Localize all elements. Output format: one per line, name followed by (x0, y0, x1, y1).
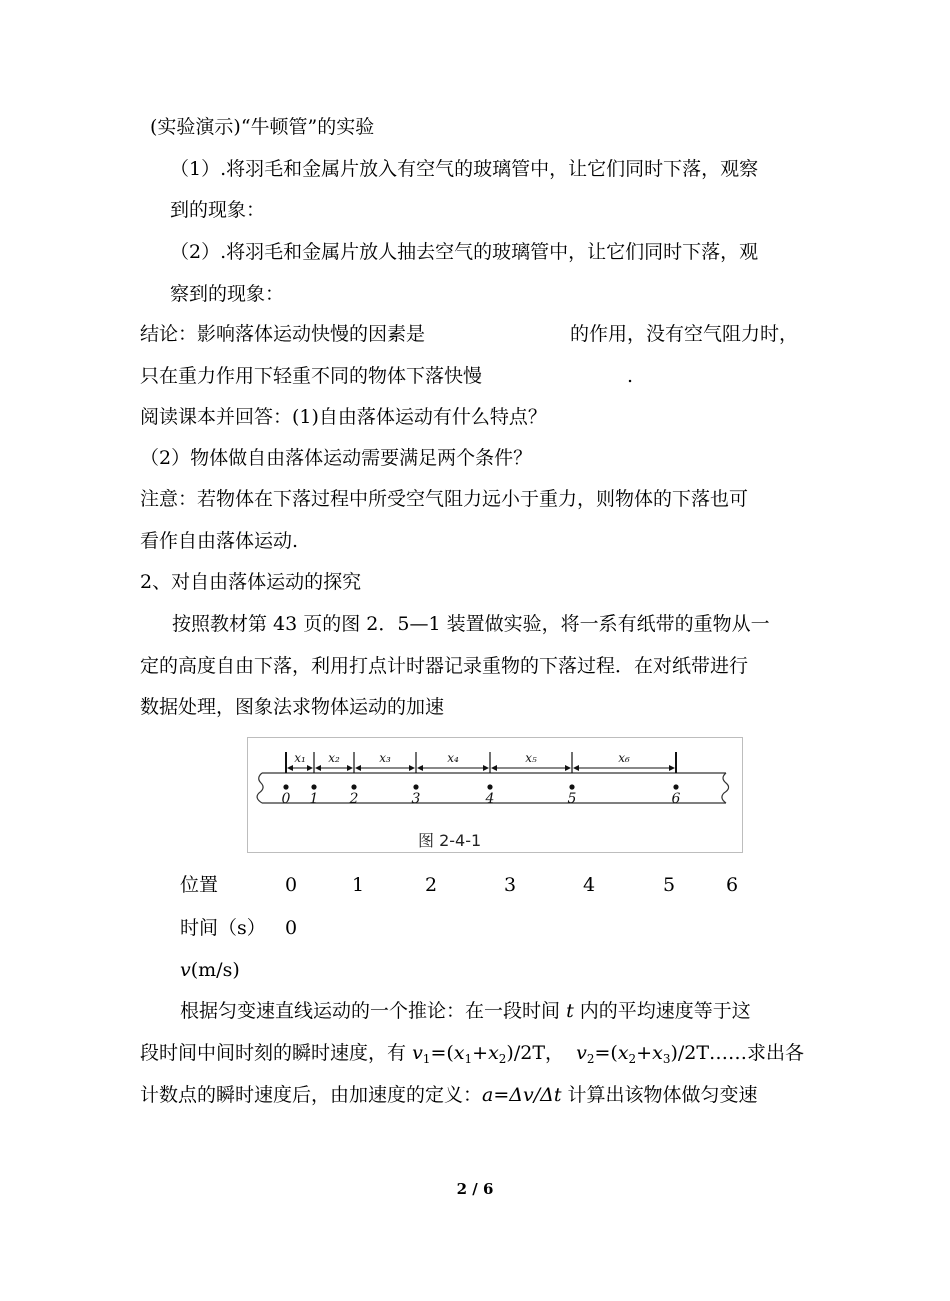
note-line-2 (140, 529, 298, 553)
segment-arrowhead-left-1 (287, 765, 293, 771)
segment-arrowhead-right-5 (565, 765, 571, 771)
tape-dot-4 (487, 784, 492, 789)
question-1: 阅读课本并回答：(1)自由落体运动有什么特点？ (140, 406, 547, 428)
conclusion-part-1: 结论：影响落体运动快慢的因素是 (140, 323, 426, 345)
segment-arrowhead-right-2 (347, 765, 353, 771)
tape-dot-2 (351, 784, 356, 789)
segment-arrowhead-left-3 (355, 765, 361, 771)
note-line-1: 注意：若物体在下落过程中所受空气阻力远小于重力，则物体的下落也可 (140, 488, 749, 510)
para-line-1: 根据匀变速直线运动的一个推论：在一段时间 t 内的平均速度等于这 (180, 1000, 751, 1022)
velocity-unit: (m/s) (190, 959, 240, 981)
tape-dot-6 (673, 784, 678, 789)
time-value-0: 0 (285, 917, 298, 939)
step-1-line-1: （1）.将羽毛和金属片放入有空气的玻璃管中，让它们同时下落，观察 (170, 158, 759, 180)
point-label-0: 0 (281, 791, 291, 807)
point-label-1: 1 (309, 791, 319, 807)
note-term: 落体运动 (216, 530, 293, 552)
position-value-1: 1 (352, 874, 365, 896)
segment-label-6: x₆ (618, 751, 630, 765)
row-position-label: 位置 (180, 874, 219, 896)
procedure-line-3: 数据处理，图象法求物体运动的加速 (140, 696, 445, 718)
segment-arrowhead-left-6 (573, 765, 579, 771)
step-1-line-2: 到的现象： (170, 199, 266, 221)
tape-dot-3 (413, 784, 418, 789)
procedure-line-1: 按照教材第 43 页的图 2．5—1 装置做实验，将一系有纸带的重物从一 (172, 613, 770, 635)
point-label-5: 5 (567, 791, 577, 807)
point-label-3: 3 (411, 791, 421, 807)
page-number: 2 / 6 (456, 1180, 494, 1198)
position-value-6: 6 (726, 874, 739, 896)
segment-label-5: x₅ (525, 751, 537, 765)
row-time-label: 时间（s） (180, 917, 266, 939)
segment-label-3: x₃ (379, 751, 391, 765)
figure-caption: 图 2-4-1 (418, 831, 482, 850)
tape-dot-0 (283, 784, 288, 789)
row-velocity-label (180, 958, 240, 982)
point-label-4: 4 (485, 791, 495, 807)
procedure-line-2: 定的高度自由下落，利用打点计时器记录重物的下落过程．在对纸带进行 (140, 655, 749, 677)
segment-label-4: x₄ (447, 751, 459, 765)
ticker-tape-figure (247, 737, 743, 853)
segment-arrowhead-left-4 (417, 765, 423, 771)
position-value-4: 4 (583, 874, 596, 896)
step-2-line-2: 察到的现象： (170, 283, 285, 305)
position-value-5: 5 (663, 874, 676, 896)
question-2: （2）物体做自由落体运动需要满足两个条件？ (140, 447, 533, 469)
para-line-2: 段时间中间时刻的瞬时速度，有 $v_1=(x_1+x_2)/2T$， $v_2=(x_2+x_3)/2T\dots\dots$求出各 (140, 1042, 805, 1066)
segment-arrowhead-right-6 (669, 765, 675, 771)
position-value-2: 2 (425, 874, 438, 896)
position-value-0: 0 (285, 874, 298, 896)
experiment-title: (实验演示)“牛顿管”的实验 (150, 116, 375, 138)
segment-label-2: x₂ (328, 751, 340, 765)
step-2-line-1: （2）.将羽毛和金属片放人抽去空气的玻璃管中，让它们同时下落，观 (170, 241, 759, 263)
velocity-symbol: v (180, 959, 191, 981)
note-period: . (292, 530, 299, 552)
para-line-3: 计数点的瞬时速度后，由加速度的定义：a=Δv/Δt 计算出该物体做匀变速 (140, 1084, 758, 1106)
segment-label-1: x₁ (294, 751, 306, 765)
segment-arrowhead-right-4 (483, 765, 489, 771)
position-value-3: 3 (504, 874, 517, 896)
tape-dot-1 (311, 784, 316, 789)
segment-arrowhead-right-1 (307, 765, 313, 771)
segment-arrowhead-left-5 (491, 765, 497, 771)
tape-left-end (257, 773, 263, 803)
note-text: 看作自由 (140, 530, 217, 552)
point-label-2: 2 (349, 791, 359, 807)
point-label-6: 6 (671, 791, 681, 807)
section-heading: 2、对自由落体运动的探究 (140, 571, 362, 593)
segment-arrowhead-right-3 (409, 765, 415, 771)
ticker-tape-diagram (248, 738, 742, 852)
conclusion-line-2: 只在重力作用下轻重不同的物体下落快慢 (140, 365, 483, 387)
conclusion-part-2: 的作用，没有空气阻力时， (570, 323, 799, 345)
tape-dot-5 (569, 784, 574, 789)
acceleration-formula: a=Δv/Δt (482, 1084, 562, 1106)
tape-right-end (722, 773, 729, 803)
conclusion-period: . (627, 365, 634, 387)
segment-arrowhead-left-2 (315, 765, 321, 771)
